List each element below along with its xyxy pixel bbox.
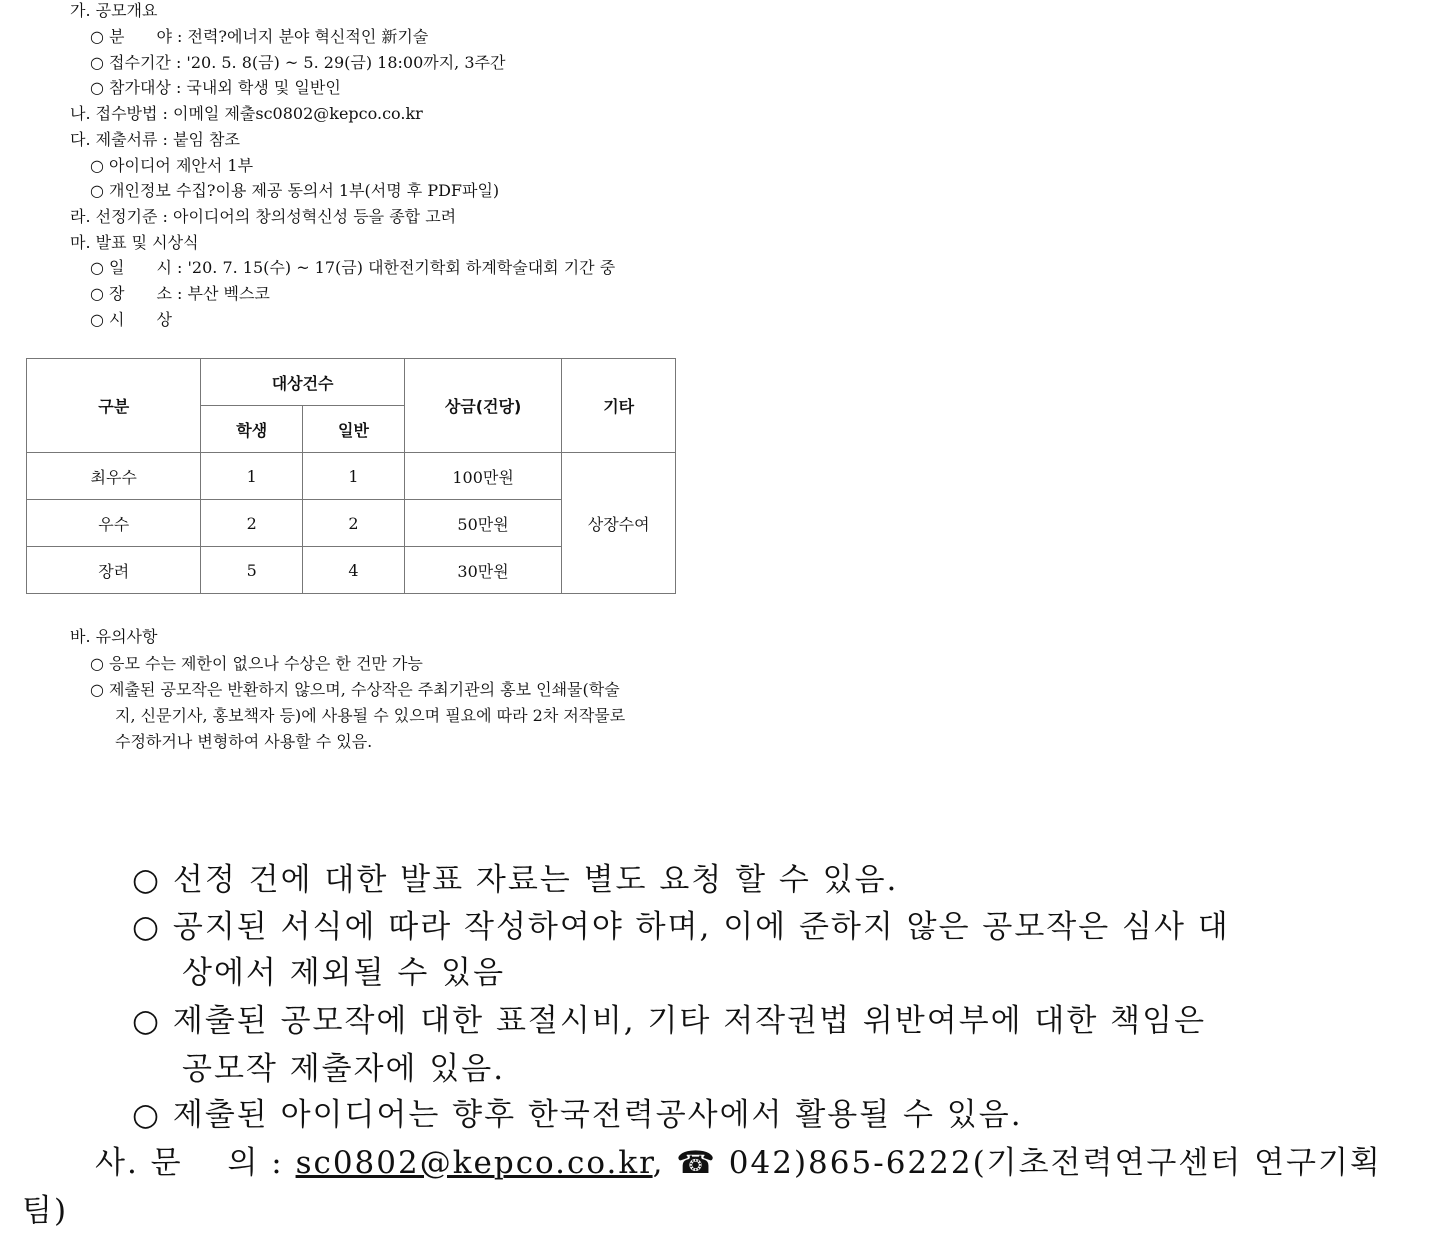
contact-email-link[interactable]: sc0802@kepco.co.kr xyxy=(295,1145,653,1181)
proposal-line: ○ 아이디어 제안서 1부 xyxy=(90,156,254,175)
row-prize: 50만원 xyxy=(404,500,562,547)
note-line: 수정하거나 변형하여 사용할 수 있음. xyxy=(115,732,373,751)
award-line: ○ 시 상 xyxy=(90,310,172,329)
section-title-overview: 가. 공모개요 xyxy=(70,1,158,20)
big-note-line: 상에서 제외될 수 있음 xyxy=(182,955,506,991)
header-prize: 상금(건당) xyxy=(404,359,562,453)
big-note-line: ○ 공지된 서식에 따라 작성하여야 하며, 이에 준하지 않은 공모작은 심사 대 xyxy=(132,909,1230,945)
etc-merged-cell: 상장수여 xyxy=(562,453,676,594)
period-line: ○ 접수기간 : '20. 5. 8(금) ~ 5. 29(금) 18:00까지, 3주간 xyxy=(90,53,506,72)
submission-method-line: 나. 접수방법 : 이메일 제출sc0802@kepco.co.kr xyxy=(70,104,423,123)
row-student: 1 xyxy=(201,453,303,500)
row-category: 최우수 xyxy=(27,453,201,500)
big-note-line: ○ 선정 건에 대한 발표 자료는 별도 요청 할 수 있음. xyxy=(132,862,899,898)
contact-tail: 팀) xyxy=(22,1193,69,1229)
big-note-line: ○ 제출된 공모작에 대한 표절시비, 기타 저작권법 위반여부에 대한 책임은 xyxy=(132,1003,1207,1039)
header-general: 일반 xyxy=(303,406,405,453)
header-count-group: 대상건수 xyxy=(201,359,404,406)
target-line: ○ 참가대상 : 국내외 학생 및 일반인 xyxy=(90,78,341,97)
criteria-line: 라. 선정기준 : 아이디어의 창의성혁신성 등을 종합 고려 xyxy=(70,207,457,226)
big-note-line: 공모작 제출자에 있음. xyxy=(182,1051,506,1087)
row-student: 2 xyxy=(201,500,303,547)
prize-table xyxy=(26,358,676,594)
header-category: 구분 xyxy=(27,359,201,453)
ceremony-title: 마. 발표 및 시상식 xyxy=(70,233,199,252)
contact-separator: , xyxy=(652,1145,665,1181)
field-line: ○ 분 야 : 전력?에너지 분야 혁신적인 新기술 xyxy=(90,27,429,46)
note-line: 지, 신문기사, 홍보책자 등)에 사용될 수 있으며 필요에 따라 2차 저작물로 xyxy=(115,706,626,725)
contact-line xyxy=(95,1143,1382,1183)
header-student: 학생 xyxy=(201,406,303,453)
big-note-line: ○ 제출된 아이디어는 향후 한국전력공사에서 활용될 수 있음. xyxy=(132,1097,1023,1133)
documents-title: 다. 제출서류 : 붙임 참조 xyxy=(70,130,240,149)
row-category: 장려 xyxy=(27,547,201,594)
contact-phone: 042)865-6222(기초전력연구센터 연구기획 xyxy=(728,1145,1382,1181)
note-line: ○ 응모 수는 제한이 없으나 수상은 한 건만 가능 xyxy=(90,654,423,673)
header-etc: 기타 xyxy=(562,359,676,453)
notes-title: 바. 유의사항 xyxy=(70,627,158,646)
row-prize: 30만원 xyxy=(404,547,562,594)
row-category: 우수 xyxy=(27,500,201,547)
row-prize: 100만원 xyxy=(404,453,562,500)
row-general: 4 xyxy=(303,547,405,594)
row-general: 2 xyxy=(303,500,405,547)
table-row xyxy=(27,453,676,500)
phone-icon: ☎ xyxy=(676,1145,717,1181)
contact-label: 사. 문 의 : xyxy=(95,1145,284,1181)
consent-line: ○ 개인정보 수집?이용 제공 동의서 1부(서명 후 PDF파일) xyxy=(90,181,500,200)
place-line: ○ 장 소 : 부산 벡스코 xyxy=(90,284,270,303)
table-header-row xyxy=(27,359,676,406)
date-line: ○ 일 시 : '20. 7. 15(수) ~ 17(금) 대한전기학회 하계학술대회 기간 중 xyxy=(90,258,616,277)
note-line: ○ 제출된 공모작은 반환하지 않으며, 수상작은 주최기관의 홍보 인쇄물(학술 xyxy=(90,680,620,699)
row-general: 1 xyxy=(303,453,405,500)
row-student: 5 xyxy=(201,547,303,594)
